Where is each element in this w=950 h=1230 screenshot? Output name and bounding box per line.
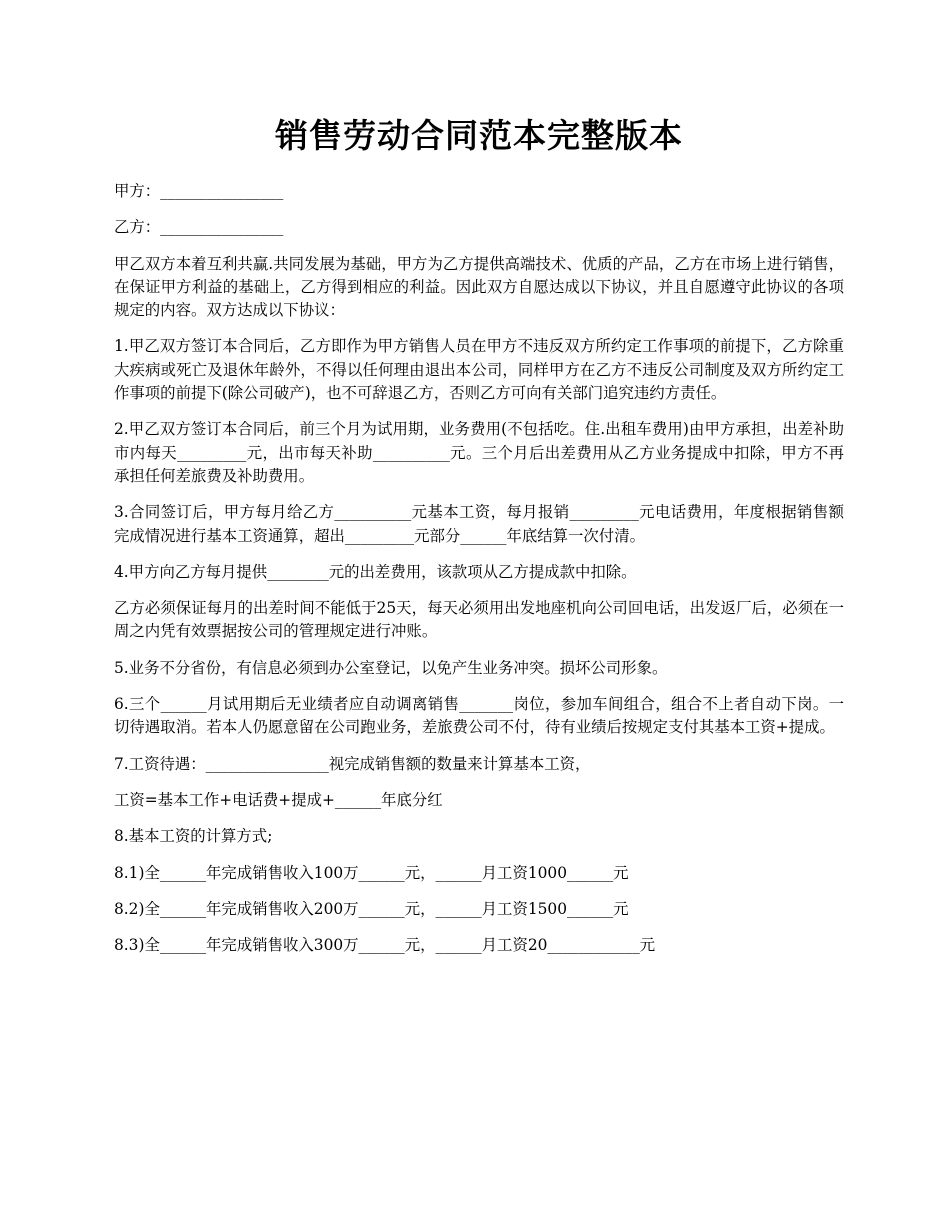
clause-4-note: 乙方必须保证每月的出差时间不能低于25天，每天必须用出发地座机向公司回电话，出发返厂后，必须在一周之内凭有效票据按公司的管理规定进行冲账。 xyxy=(114,599,844,641)
salary-formula: 工资=基本工作+电话费+提成+______年底分红 xyxy=(114,790,443,809)
clause-1: 1.甲乙双方签订本合同后，乙方即作为甲方销售人员在甲方不违反双方所约定工作事项的前提下，乙方除重大疾病或死亡及退休年龄外，不得以任何理由退出本公司，同样甲方在乙方不违反公司制度及双方所约定工作事项的前提下(除公司破产)，也不可辞退乙方，否则乙方可向有关部门追究违约方责任。 xyxy=(114,337,844,403)
clause-2: 2.甲乙双方签订本合同后，前三个月为试用期，业务费用(不包括吃。住.出租车费用)由甲方承担，出差补助市内每天_________元，出市每天补助__________元。三个月后出差费用从乙方业务提成中扣除，甲方不再承担任何差旅费及补助费用。 xyxy=(114,420,844,485)
clause-5: 5.业务不分省份，有信息必须到办公室登记，以免产生业务冲突。损坏公司形象。 xyxy=(114,658,668,677)
clause-8-2: 8.2)全______年完成销售收入200万______元，______月工资1500______元 xyxy=(114,899,629,918)
clause-7: 7.工资待遇：________________视完成销售额的数量来计算基本工资， xyxy=(114,754,591,773)
clause-3: 3.合同签订后，甲方每月给乙方__________元基本工资，每月报销_________元电话费用，年度根据销售额完成情况进行基本工资通算，超出_________元部分______年底结算一次付清。 xyxy=(114,503,844,545)
preamble-paragraph: 甲乙双方本着互利共赢.共同发展为基础，甲方为乙方提供高端技术、优质的产品，乙方在市场上进行销售，在保证甲方利益的基础上，乙方得到相应的利益。因此双方自愿达成以下协议，并且自愿遵守此协议的各项规定的内容。双方达成以下协议： xyxy=(114,254,844,320)
clause-8: 8.基本工资的计算方式; xyxy=(114,827,273,846)
clause-8-3: 8.3)全______年完成销售收入300万______元，______月工资20____________元 xyxy=(114,936,656,955)
clause-6: 6.三个______月试用期后无业绩者应自动调离销售_______岗位，参加车间组合，组合不上者自动下岗。一切待遇取消。若本人仍愿意留在公司跑业务，差旅费公司不付，待有业绩后按规定支付其基本工资+提成。 xyxy=(114,695,844,737)
party-a-line: 甲方：________________ xyxy=(114,182,284,200)
clause-8-1: 8.1)全______年完成销售收入100万______元，______月工资1000______元 xyxy=(114,863,629,882)
party-b-line: 乙方：________________ xyxy=(114,218,284,237)
document-title: 销售劳动合同范本完整版本 xyxy=(275,116,683,155)
document-body xyxy=(114,180,844,970)
clause-4: 4.甲方向乙方每月提供________元的出差费用，该款项从乙方提成款中扣除。 xyxy=(114,562,637,581)
